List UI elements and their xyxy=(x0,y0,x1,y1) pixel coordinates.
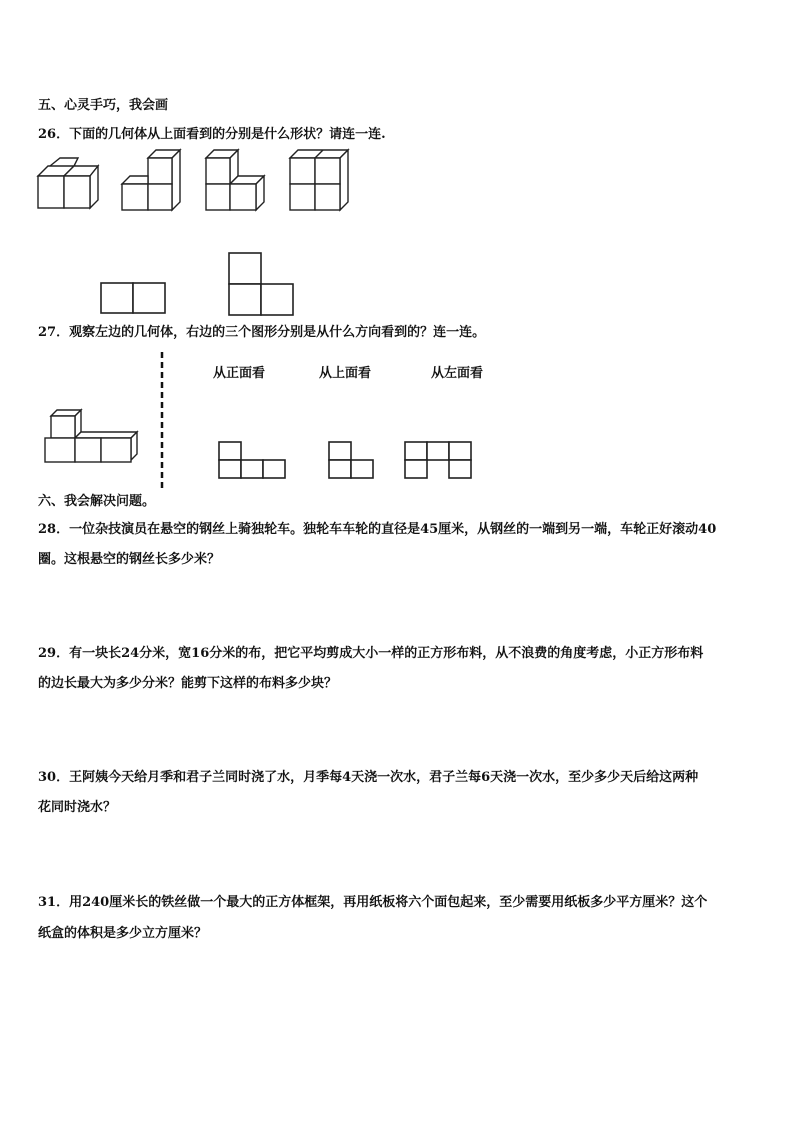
q26-top-view-b xyxy=(229,253,293,315)
section-6-title: 六、我会解决问题。 xyxy=(38,494,156,509)
view-label-front: 从正面看 xyxy=(213,366,266,381)
question-28-line-1: 28．一位杂技演员在悬空的钢丝上骑独轮车。独轮车车轮的直径是45厘米，从钢丝的一端到另一端，车轮正好滚动40 xyxy=(38,522,717,537)
q27-solid xyxy=(43,408,143,464)
question-26-text: 26．下面的几何体从上面看到的分别是什么形状？请连一连. xyxy=(38,127,386,142)
q26-solid-4 xyxy=(290,148,360,210)
question-28-line-2: 圈。这根悬空的钢丝长多少米？ xyxy=(38,552,221,567)
question-29-line-1: 29．有一块长24分米，宽16分米的布，把它平均剪成大小一样的正方形布料，从不浪费的角度考虑，小正方形布料 xyxy=(38,646,704,661)
question-27-text: 27．观察左边的几何体，右边的三个图形分别是从什么方向看到的？连一连。 xyxy=(38,325,486,340)
view-label-left: 从左面看 xyxy=(431,366,484,381)
question-30-line-1: 30．王阿姨今天给月季和君子兰同时浇了水，月季每4天浇一次水，君子兰每6天浇一次水，至少多少天后给这两种 xyxy=(38,770,699,785)
q26-solid-3 xyxy=(206,148,276,210)
view-label-top: 从上面看 xyxy=(319,366,372,381)
section-5-title: 五、心灵手巧，我会画 xyxy=(38,98,169,113)
question-31-line-2: 纸盒的体积是多少立方厘米？ xyxy=(38,926,208,941)
q26-top-view-a xyxy=(101,283,165,315)
q26-solid-2 xyxy=(122,148,192,210)
q27-view-shape-2 xyxy=(329,442,375,480)
question-30-line-2: 花同时浇水？ xyxy=(38,800,117,815)
question-31-line-1: 31．用240厘米长的铁丝做一个最大的正方体框架，再用纸板将六个面包起来，至少需要用纸板多少平方厘米？这个 xyxy=(38,895,708,910)
question-29-line-2: 的边长最大为多少分米？能剪下这样的布料多少块？ xyxy=(38,676,338,691)
q27-view-shape-1 xyxy=(219,442,287,480)
q27-divider xyxy=(160,352,164,492)
q27-view-shape-3 xyxy=(405,442,473,480)
q26-solid-1 xyxy=(38,158,108,208)
